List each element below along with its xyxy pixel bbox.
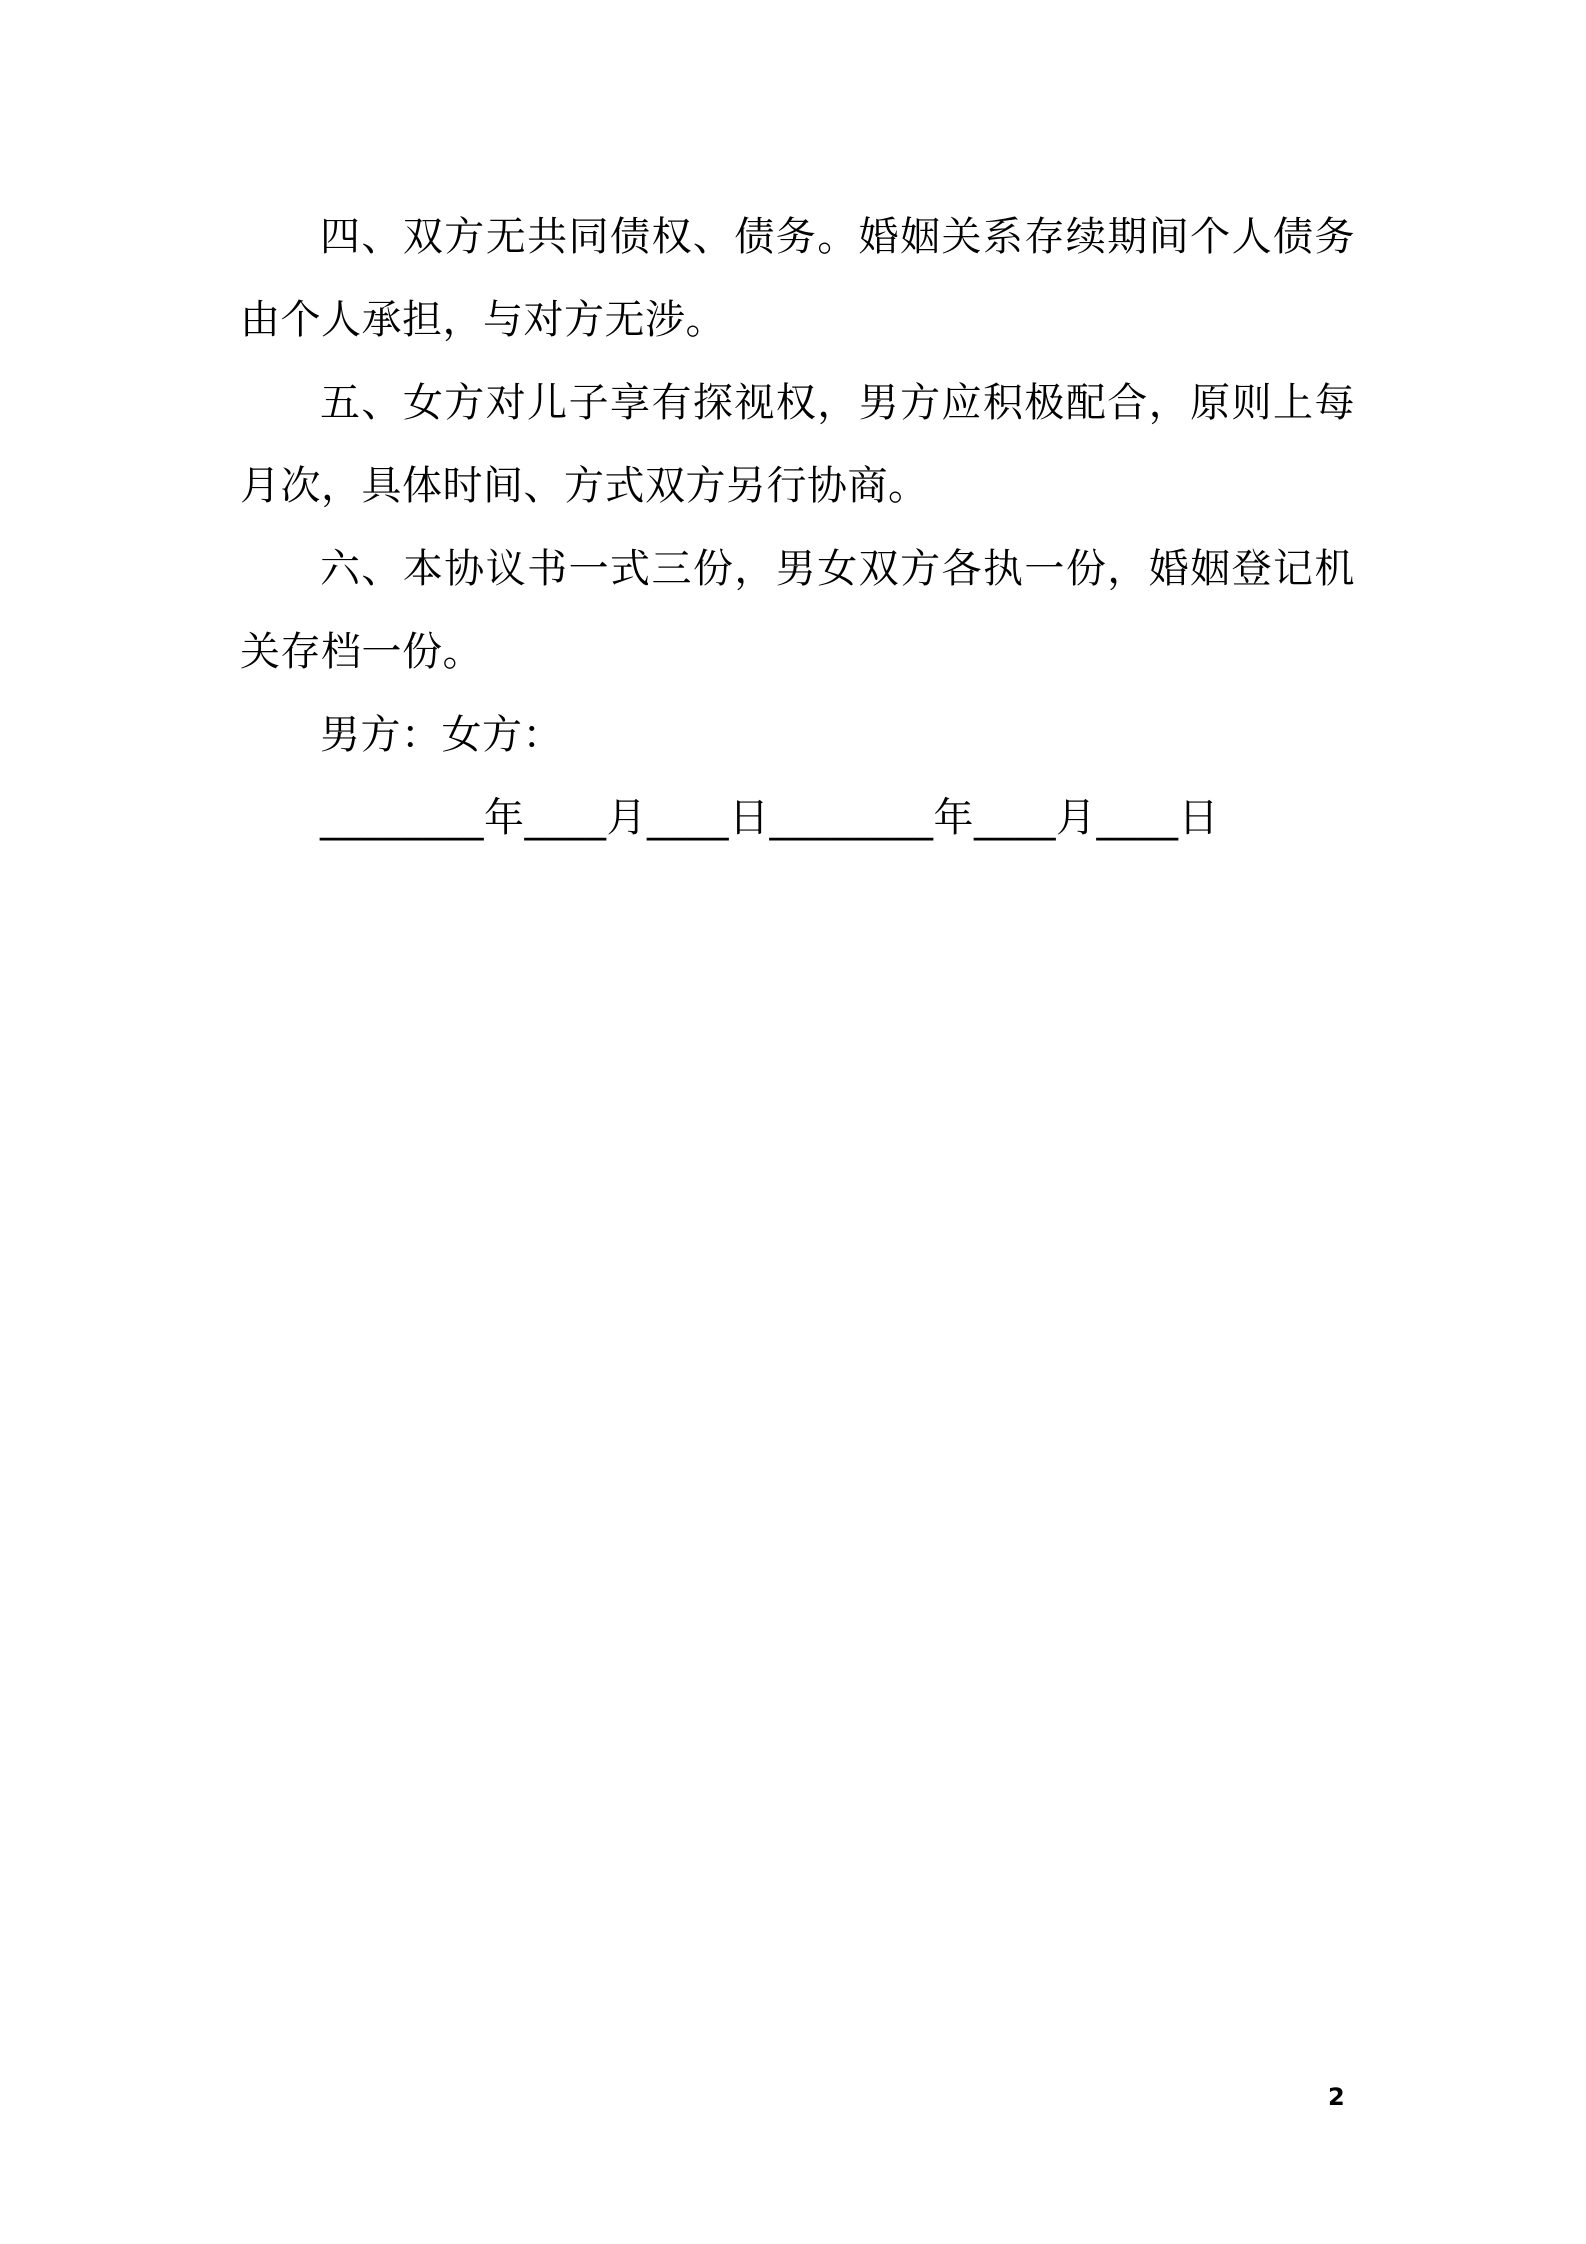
clause-six: 六、本协议书一式三份，男女双方各执一份，婚姻登记机关存档一份。 [240,546,1355,675]
document-body [240,196,1355,860]
clause-five: 五、女方对儿子享有探视权，男方应积极配合，原则上每月次，具体时间、方式双方另行协商。 [240,380,1355,509]
page-number: 2 [1328,2083,1345,2111]
date-line: ________年____月____日________年____月____日 [320,795,1219,841]
clause-four: 四、双方无共同债权、债务。婚姻关系存续期间个人债务由个人承担，与对方无涉。 [240,214,1355,343]
signature-line: 男方：女方： [320,712,563,758]
